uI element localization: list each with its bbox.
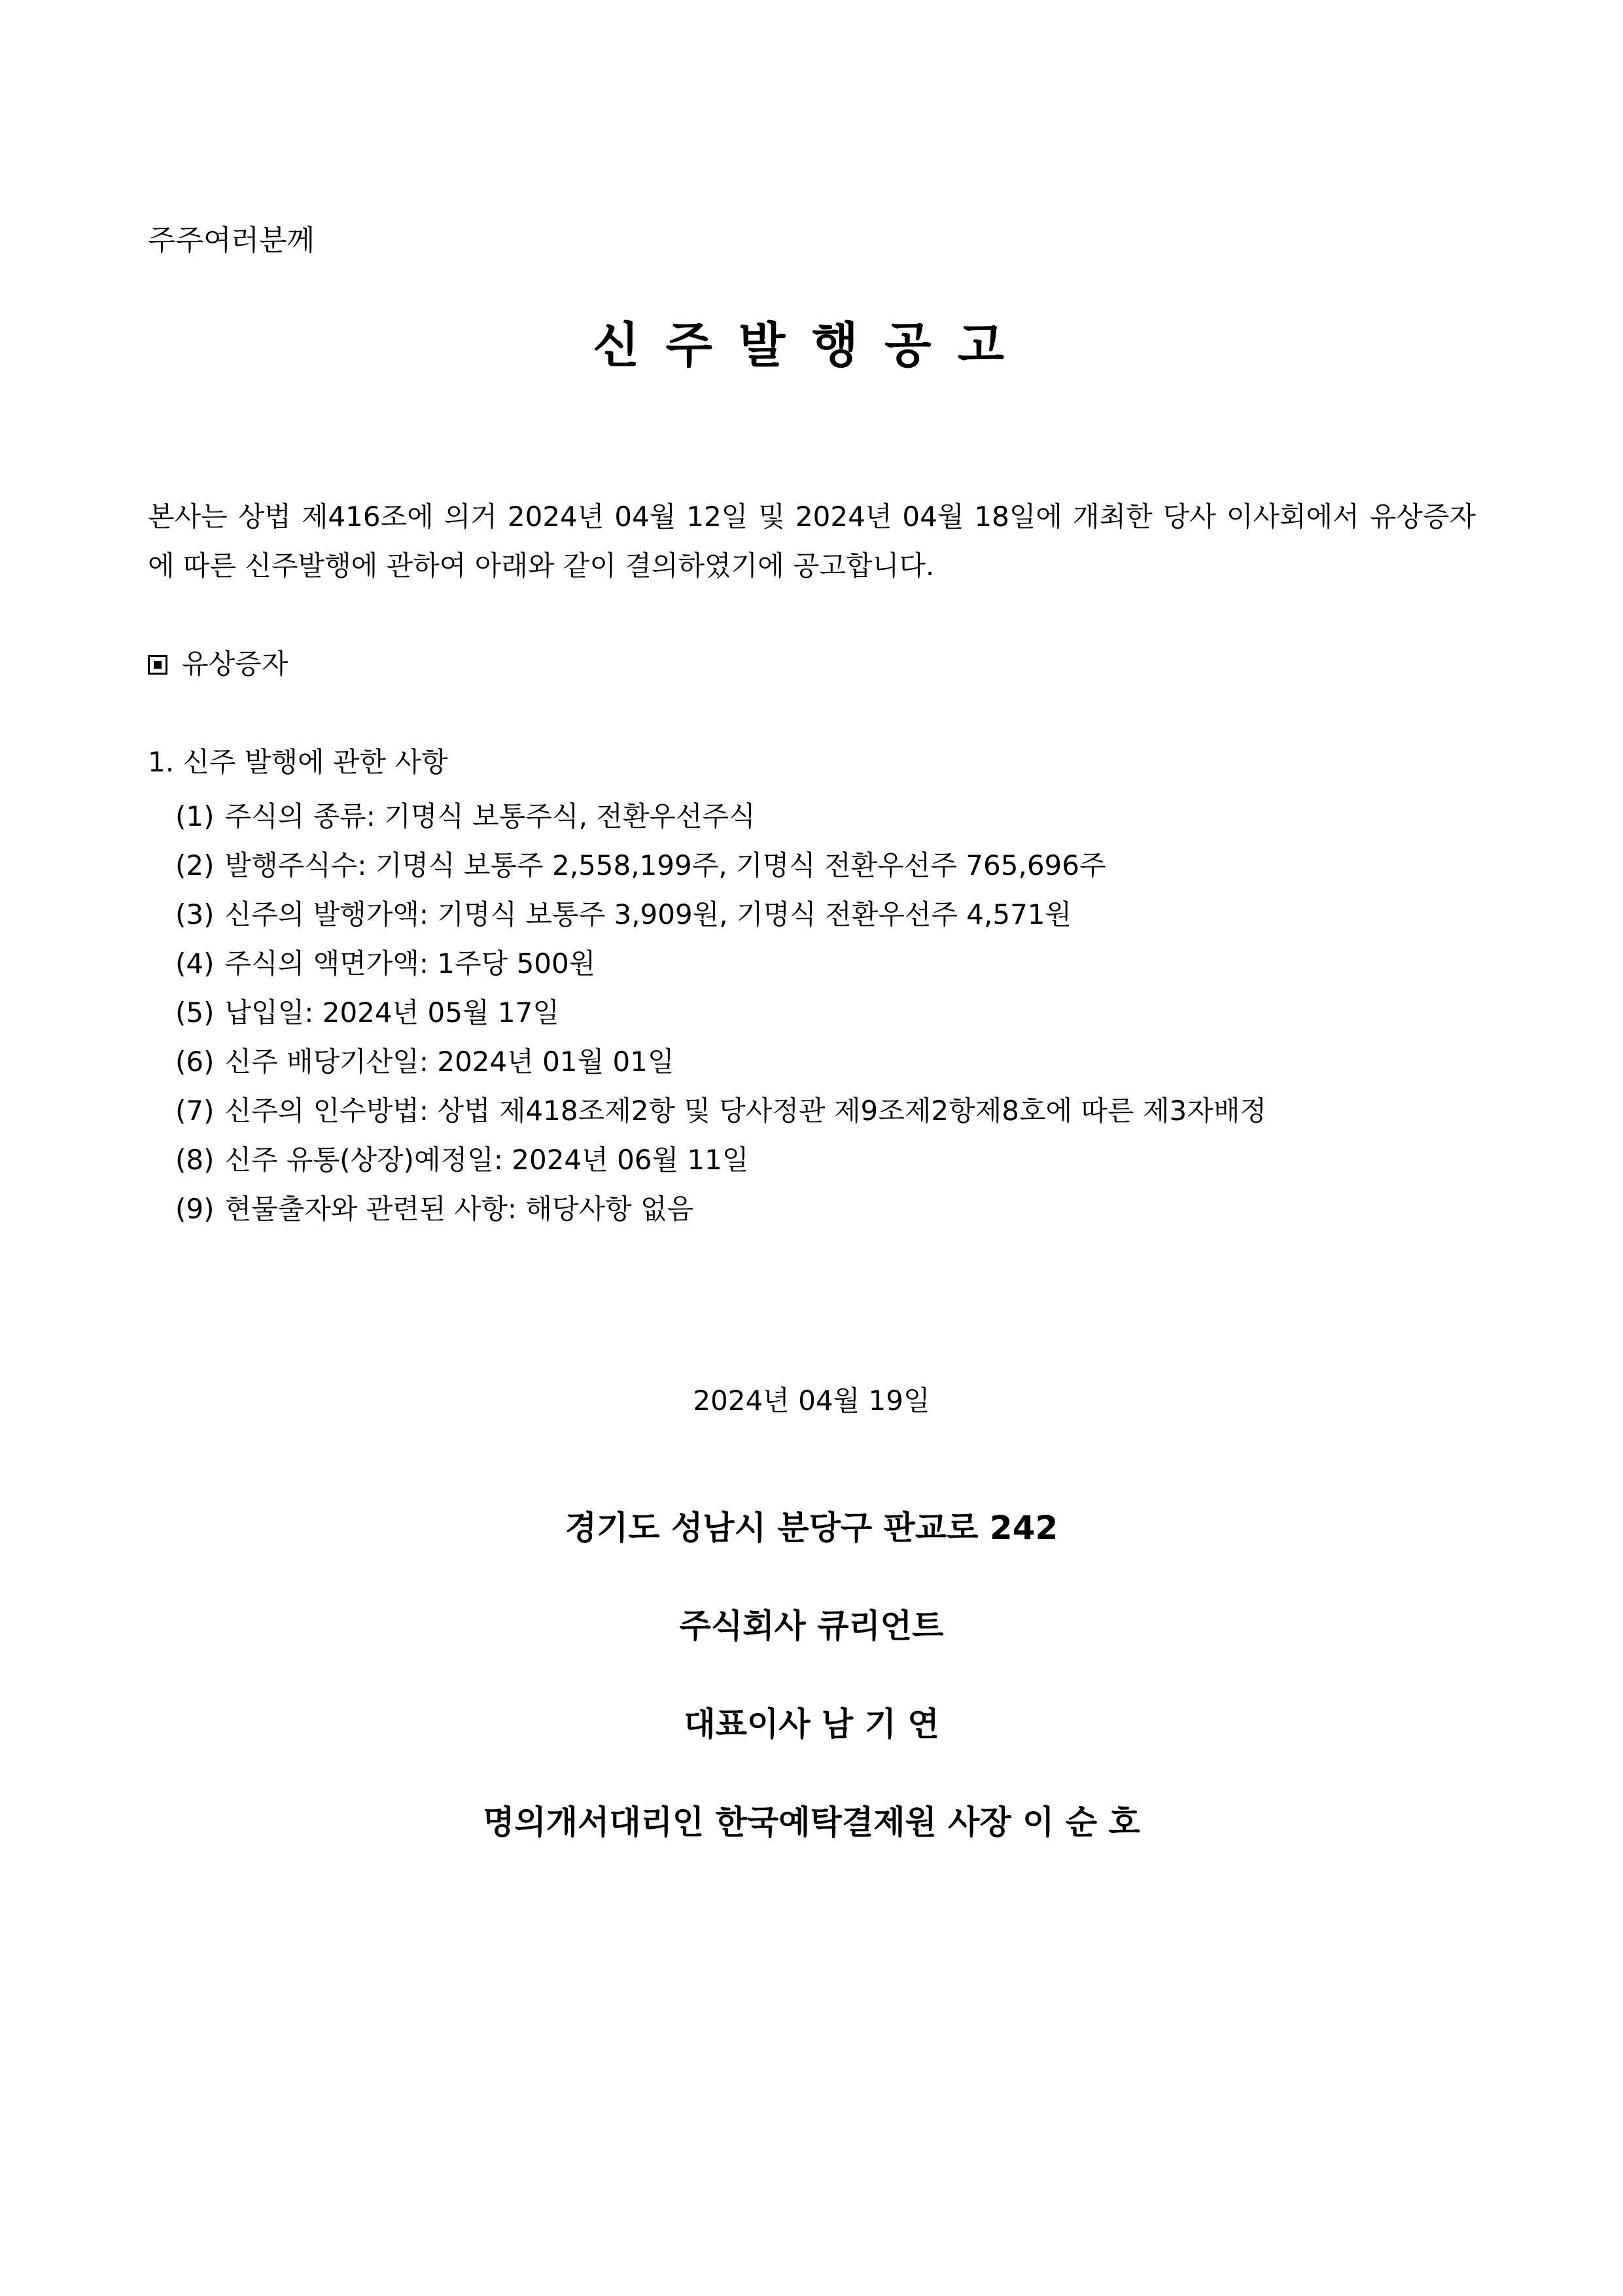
item-number: (1) [175, 800, 215, 832]
item-text: 납입일: 2024년 05월 17일 [224, 997, 559, 1029]
list-item [175, 1184, 1266, 1233]
item-number: (7) [175, 1095, 215, 1127]
list-item [175, 1135, 1266, 1184]
list-item [175, 792, 1266, 841]
item-number: (3) [175, 898, 215, 930]
list-item [175, 1037, 1266, 1086]
transfer-agent: 명의개서대리인 한국예탁결제원 사장 이 순 호 [483, 1803, 1140, 1841]
page-title: 신주발행공고 [593, 317, 1030, 374]
item-text: 신주의 인수방법: 상법 제418조제2항 및 당사정관 제9조제2항제8호에 따른 제3자배정 [224, 1095, 1266, 1127]
company-name: 주식회사 큐리언트 [679, 1607, 944, 1645]
notice-date: 2024년 04월 19일 [693, 1385, 930, 1417]
intro-paragraph: 본사는 상법 제416조에 의거 2024년 04월 12일 및 2024년 04월 18일에 개최한 당사 이사회에서 유상증자에 따른 신주발행에 관하여 아래와 같이 결의하였기에 공고합니다. [148, 501, 1476, 582]
item-text: 신주의 발행가액: 기명식 보통주 3,909원, 기명식 전환우선주 4,571원 [224, 898, 1072, 930]
item-text: 현물출자와 관련된 사항: 해당사항 없음 [224, 1193, 694, 1225]
list-item [175, 890, 1266, 939]
issue-details-list [175, 792, 1266, 1233]
salutation: 주주여러분께 [148, 224, 315, 257]
item-text: 발행주식수: 기명식 보통주 2,558,199주, 기명식 전환우선주 765,696주 [224, 849, 1106, 881]
list-item [175, 939, 1266, 988]
filled-square-icon [148, 655, 167, 675]
item-number: (4) [175, 947, 215, 980]
list-heading: 1. 신주 발행에 관한 사항 [148, 746, 448, 778]
item-number: (6) [175, 1046, 215, 1078]
item-number: (2) [175, 849, 215, 881]
item-number: (5) [175, 997, 215, 1029]
section-heading [148, 645, 288, 684]
list-item [175, 988, 1266, 1037]
list-item [175, 1086, 1266, 1135]
company-address: 경기도 성남시 분당구 판교로 242 [565, 1509, 1058, 1547]
item-text: 주식의 액면가액: 1주당 500원 [224, 947, 596, 980]
list-item [175, 841, 1266, 890]
item-text: 신주 배당기산일: 2024년 01월 01일 [224, 1046, 674, 1078]
item-number: (9) [175, 1193, 215, 1225]
item-number: (8) [175, 1144, 215, 1176]
item-text: 신주 유통(상장)예정일: 2024년 06월 11일 [224, 1144, 749, 1176]
section-heading-text: 유상증자 [182, 648, 288, 680]
item-text: 주식의 종류: 기명식 보통주식, 전환우선주식 [224, 800, 756, 832]
ceo-name: 대표이사 남 기 연 [684, 1705, 939, 1743]
